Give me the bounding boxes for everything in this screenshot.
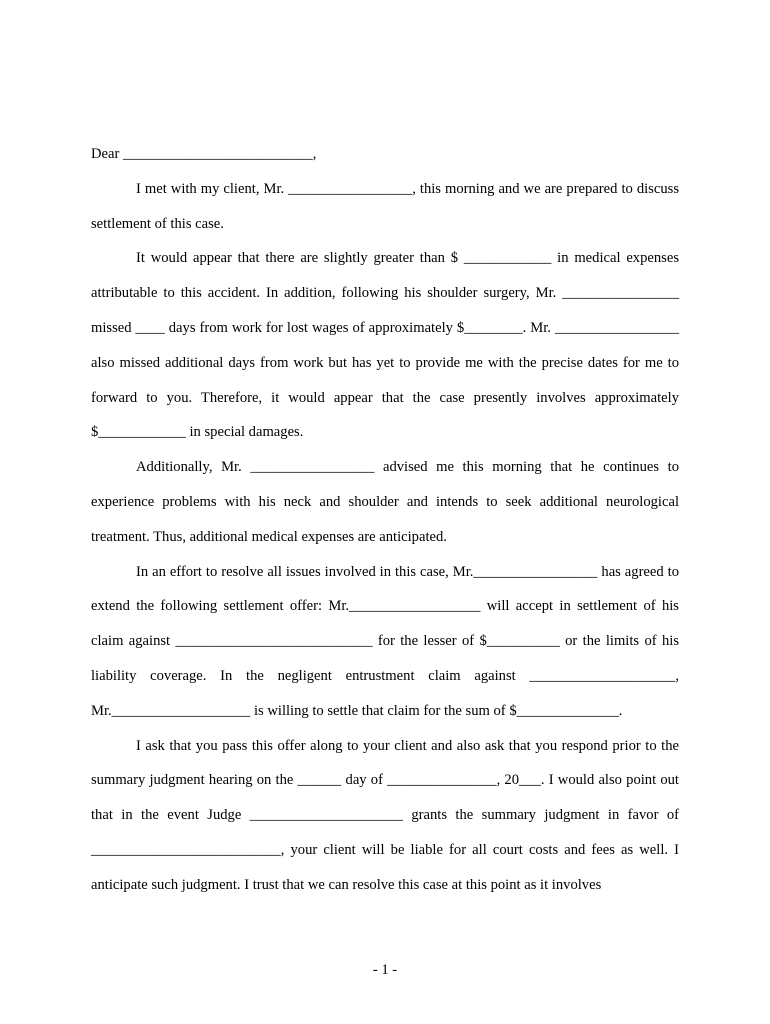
paragraph-medical-expenses: It would appear that there are slightly greater than $ ____________ in medical expenses attributable to this accident. In addition, following his shoulder surgery, Mr. ________________ missed ____ days from work for lost wages of approximately $________. Mr. _________________ also missed additional days from work but has yet to provide me with the precise dates for me to forward to you. Therefore, it would appear that the case presently involves approximately $____________ in special damages. <box>91 250 679 441</box>
paragraph-settlement-offer: In an effort to resolve all issues involved in this case, Mr._________________ has agreed to extend the following settlement offer: Mr.__________________ will accept in settlement of his claim against ___________________________ for the lesser of $__________ or the limits of his liability coverage. In the negligent entrustment claim against ____________________, Mr.___________________ is willing to settle that claim for the sum of $______________. <box>91 563 679 719</box>
paragraph-client-meeting: I met with my client, Mr. _________________, this morning and we are prepared to discuss settlement of this case. <box>91 180 679 232</box>
salutation: Dear __________________________, <box>91 146 317 162</box>
paragraph-ongoing-treatment: Additionally, Mr. _________________ advised me this morning that he continues to experience problems with his neck and shoulder and intends to seek additional neurological treatment. Thus, additional medical expenses are anticipated. <box>91 459 679 545</box>
letter-body <box>91 137 679 903</box>
page-number: - 1 - <box>372 962 398 978</box>
paragraph-summary-judgment: I ask that you pass this offer along to your client and also ask that you respond prior to the summary judgment hearing on the ______ day of _______________, 20___. I would also point out that in the event Judge _____________________ grants the summary judgment in favor of __________________________, your client will be liable for all court costs and fees as well. I anticipate such judgment. I trust that we can resolve this case at this point as it involves <box>91 737 679 893</box>
